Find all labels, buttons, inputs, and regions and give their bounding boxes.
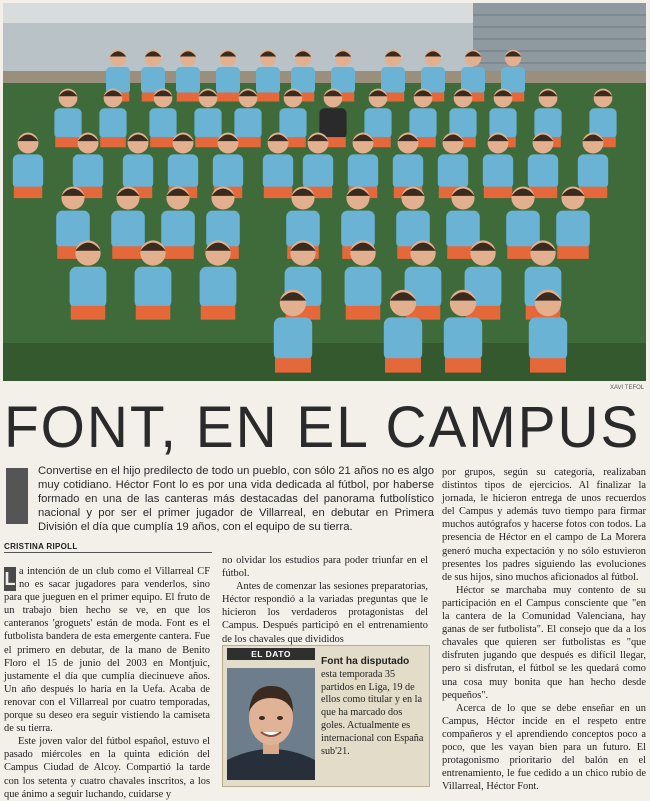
camper-shirt [303,154,333,188]
camper-shirt [70,267,107,308]
camper-shorts [385,358,421,372]
camper-shirt [256,67,280,94]
camper-shirt [444,317,482,360]
paragraph: no olvidar los estudios para poder triunfar en el fútbol. [222,555,428,580]
camper-shirt [135,267,172,308]
camper-shirt [99,108,126,139]
camper-shorts [257,93,280,102]
camper-shirt [161,211,195,249]
camper-shorts [346,306,381,320]
camper-shirt [13,154,43,188]
camper-shorts [217,93,240,102]
sidebar-text [321,656,425,758]
headline: FONT, EN EL CAMPUS [4,395,641,460]
camper-shorts [275,358,311,372]
camper-shorts [530,358,566,372]
camper-shirt [274,317,312,360]
camper-shorts [14,187,43,198]
camper-shirt [506,211,540,249]
camper-shirt [393,154,423,188]
camper-shorts [484,187,513,198]
camper-shorts [150,137,176,147]
camper-shirt [213,154,243,188]
sidebar-body: esta temporada 35 partidos en Liga, 19 de ellos como titular y en la que ha marcado dos goles. Actualmente es internacional con España sub'21. [321,668,424,757]
paragraph: por grupos, según su categoría, realizaban distintos tipos de ejercicios. Al finalizar la jornada, le hicieron entrega de unos recuerdos del Campus y además tuvo tiempo para firmar muchos autógrafos y hacerse fotos con todos. La presencia de Héctor en el campo de La Morera generó mucha expectación y no sólo estuvieron presentes los padres siguiendo las evoluciones de sus hijos, sino muchos aficionados al fútbol. [442,467,646,583]
camper-shirt [200,267,237,308]
paragraph: a intención de un club como el Villarreal CF no es sacar jugadores para venderlos, sino para que jueguen en el primer equipo. El fruto de un trabajo bien hecho se ve, en que los canteranos 'groguets' están de moda. Font es el futbolista bandera de esta emergente cantera. Fue el primero en debutar, de la mano de Benito Floro el 15 de junio del 2003 en Montjuic, justamente el día que cumplía diecinueve años. Un año después lo haría en la Uefa. Acaba de renovar con el Villarreal por cuatro temporadas, porque su deseo era seguir vistiendo la camiseta de su tierra. [4,566,210,735]
camper-shorts [177,93,200,102]
camper-shirt [263,154,293,188]
camper-shorts [557,246,589,259]
byline-rule [4,552,212,553]
camper-shirt [149,108,176,139]
camper-shirt [483,154,513,188]
photo-credit: XAVI TEFOL [610,385,645,391]
camper-shirt [348,154,378,188]
camper-shorts [235,137,261,147]
player-portrait [227,668,315,780]
camper-shirt [384,317,422,360]
sidebar-lead: Font ha disputado [321,656,410,667]
fact-sidebar [222,645,430,787]
paragraph: Héctor se marchaba muy contento de su participación en el Campus consciente que "en la cantera de la Comunidad Valenciana, hay ganas de ser futbolista". El consejo que da a los chavales que quieren ser futbolistas es "que disfruten jugando que después es difícil llegar, pero si disfrutan, el fútbol se les quedará como una cosa muy bonita que han hecho desde pequeños". [442,584,646,701]
camper-shirt [54,108,81,139]
camper-shirt [528,154,558,188]
paragraph: Acerca de lo que se debe enseñar en un Campus, Héctor incide en el respeto entre compañeros y el aprendiendo conceptos poco a poco, que les vayan bien para un futuro. El protagonismo prioritario del balón en el entrenamiento, le fue cedido a un chico rubio de Villarreal, Héctor Font. [442,702,646,793]
group-photo [3,3,646,381]
camper-shirt [111,211,145,249]
group-photo-art [3,3,646,381]
camper-shirt [345,267,382,308]
camper-shorts [112,246,144,259]
camper-shirt [73,154,103,188]
camper-shirt [216,67,240,94]
camper-shorts [162,246,194,259]
drop-cap: L [4,569,16,589]
camper-shirt [234,108,261,139]
camper-shirt [556,211,590,249]
camper-shirt [446,211,480,249]
camper-shorts [136,306,171,320]
byline: CRISTINA RIPOLL [4,542,78,551]
paragraph: Antes de comenzar las sesiones preparatorias, Héctor respondió a la variadas preguntas que le hicieron los verdaderos protagonistas del Campus. Después participó en el entrenamiento de los chavales que divididos [222,581,428,645]
camper-shorts [195,137,221,147]
camper-shorts [264,187,293,198]
camper-shorts [100,137,126,147]
body-column-2 [222,554,428,646]
sidebar-tag: EL DATO [227,648,315,660]
camper-shorts [445,358,481,372]
camper-shorts [71,306,106,320]
camper-shirt [176,67,200,94]
camper-shirt [529,317,567,360]
body-column-1 [4,565,210,801]
camper-shorts [201,306,236,320]
camper-shirt [578,154,608,188]
camper-shirt [194,108,221,139]
intro-paragraph: Convertise en el hijo predilecto de todo un pueblo, con sólo 21 años no es algo muy cotidiano. Héctor Font lo es por una vida dedicada al fútbol, por haberse formado en una de las canteras más destacadas del panorama futbolístico nacional y por ser el primer jugador de Villarreal, en debutar en Primera División el día que cumplía 19 años, con el equipo de su tierra. [38,465,434,533]
camper-shirt [123,154,153,188]
camper-shirt [381,67,405,94]
camper-shirt [168,154,198,188]
body-column-3 [442,466,646,793]
camper-shirt [438,154,468,188]
paragraph: Este joven valor del fútbol español, estuvo el pasado miércoles en la quinta edición del Campus Ciudad de Alcoy. Compartió la tarde con los setenta y cuatro chavales inscritos, a los que ánimo a seguir luchando, cuidarse y [4,736,210,800]
intro-marker [6,468,28,524]
camper-shorts [55,137,81,147]
player-portrait-art [227,668,315,780]
